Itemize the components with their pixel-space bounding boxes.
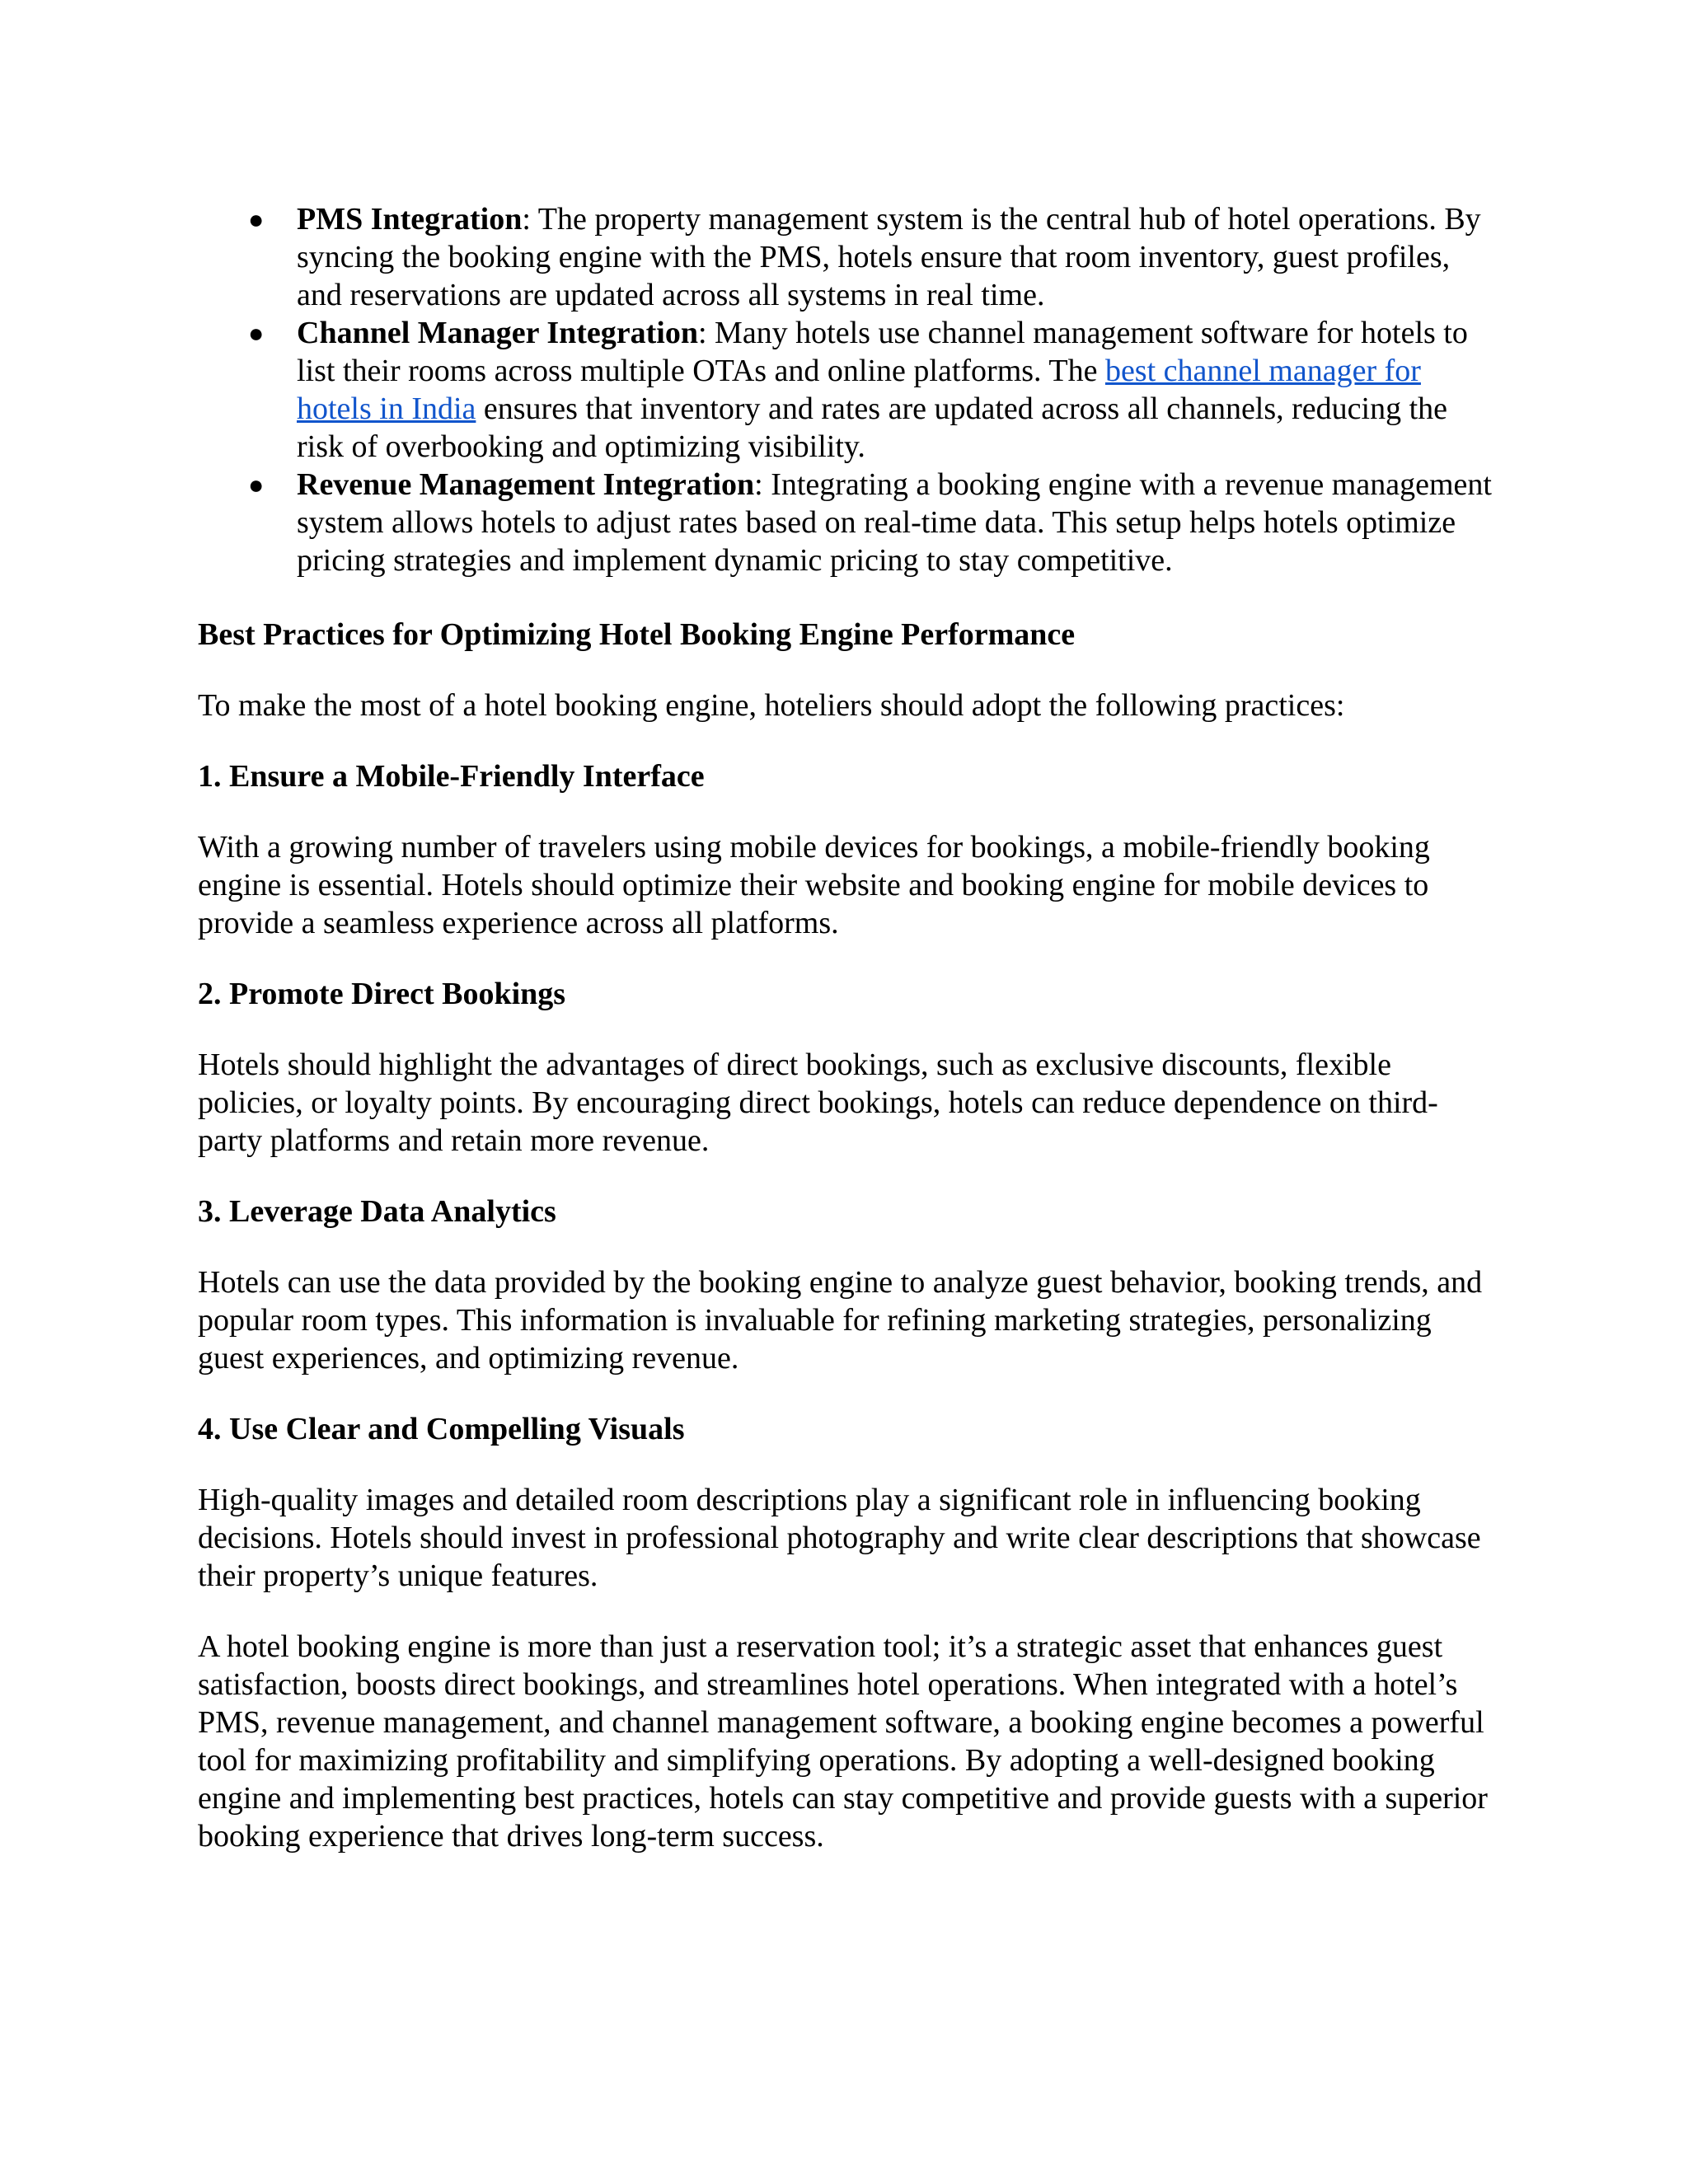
practice-heading: 2. Promote Direct Bookings — [198, 977, 566, 1011]
list-item-text: : Many hotels use channel management software for hotels to list their rooms across multiple OTAs and online platforms. The — [297, 316, 1468, 388]
list-item-text: : The property management system is the central hub of hotel operations. By syncing the booking engine with the PMS, hotels ensure that room inventory, guest profiles, and reservations are updated across all systems in real time. — [297, 202, 1481, 312]
bullet-icon: ● — [248, 318, 265, 348]
practice-heading: 3. Leverage Data Analytics — [198, 1194, 556, 1229]
list-item — [198, 200, 1500, 314]
section-heading: Best Practices for Optimizing Hotel Booking Engine Performance — [198, 617, 1076, 652]
bullet-icon: ● — [248, 204, 265, 234]
list-item-text: ensures that inventory and rates are updated across all channels, reducing the risk of overbooking and optimizing visibility. — [297, 391, 1448, 464]
practice-body: High-quality images and detailed room descriptions play a significant role in influencing booking decisions. Hotels should invest in professional photography and write clear descriptions that showcase their property’s unique features. — [198, 1483, 1481, 1593]
document-page — [198, 200, 1500, 1855]
channel-manager-link[interactable]: best channel manager for hotels in India — [297, 354, 1421, 426]
section-intro: To make the most of a hotel booking engine, hoteliers should adopt the following practices: — [198, 688, 1345, 723]
bullet-icon: ● — [248, 470, 265, 499]
list-item-text: : Integrating a booking engine with a revenue management system allows hotels to adjust rates based on real-time data. This setup helps hotels optimize pricing strategies and implement dynamic pricing to stay competitive. — [297, 467, 1492, 578]
practice-body: Hotels should highlight the advantages of direct bookings, such as exclusive discounts, flexible policies, or loyalty points. By encouraging direct bookings, hotels can reduce dependence on third-party platforms and retain more revenue. — [198, 1047, 1438, 1158]
list-item — [198, 466, 1500, 579]
list-item-title: Revenue Management Integration — [297, 467, 755, 502]
list-item-title: Channel Manager Integration — [297, 316, 698, 350]
list-item — [198, 314, 1500, 466]
list-item-title: PMS Integration — [297, 202, 523, 237]
practice-body: Hotels can use the data provided by the booking engine to analyze guest behavior, booking trends, and popular room types. This information is invaluable for refining marketing strategies, personalizing guest experiences, and optimizing revenue. — [198, 1265, 1483, 1376]
integration-list — [198, 200, 1500, 579]
practice-heading: 1. Ensure a Mobile-Friendly Interface — [198, 759, 705, 794]
practice-body: With a growing number of travelers using mobile devices for bookings, a mobile-friendly booking engine is essential. Hotels should optimize their website and booking engine for mobile devices to provide a seamless experience across all platforms. — [198, 830, 1430, 940]
practice-heading: 4. Use Clear and Compelling Visuals — [198, 1412, 685, 1446]
conclusion-paragraph: A hotel booking engine is more than just a reservation tool; it’s a strategic asset that enhances guest satisfaction, boosts direct bookings, and streamlines hotel operations. When integrated with a hotel’s PMS, revenue management, and channel management software, a booking engine becomes a powerful tool for maximizing profitability and simplifying operations. By adopting a well-designed booking engine and implementing best practices, hotels can stay competitive and provide guests with a superior booking experience that drives long-term success. — [198, 1629, 1488, 1854]
